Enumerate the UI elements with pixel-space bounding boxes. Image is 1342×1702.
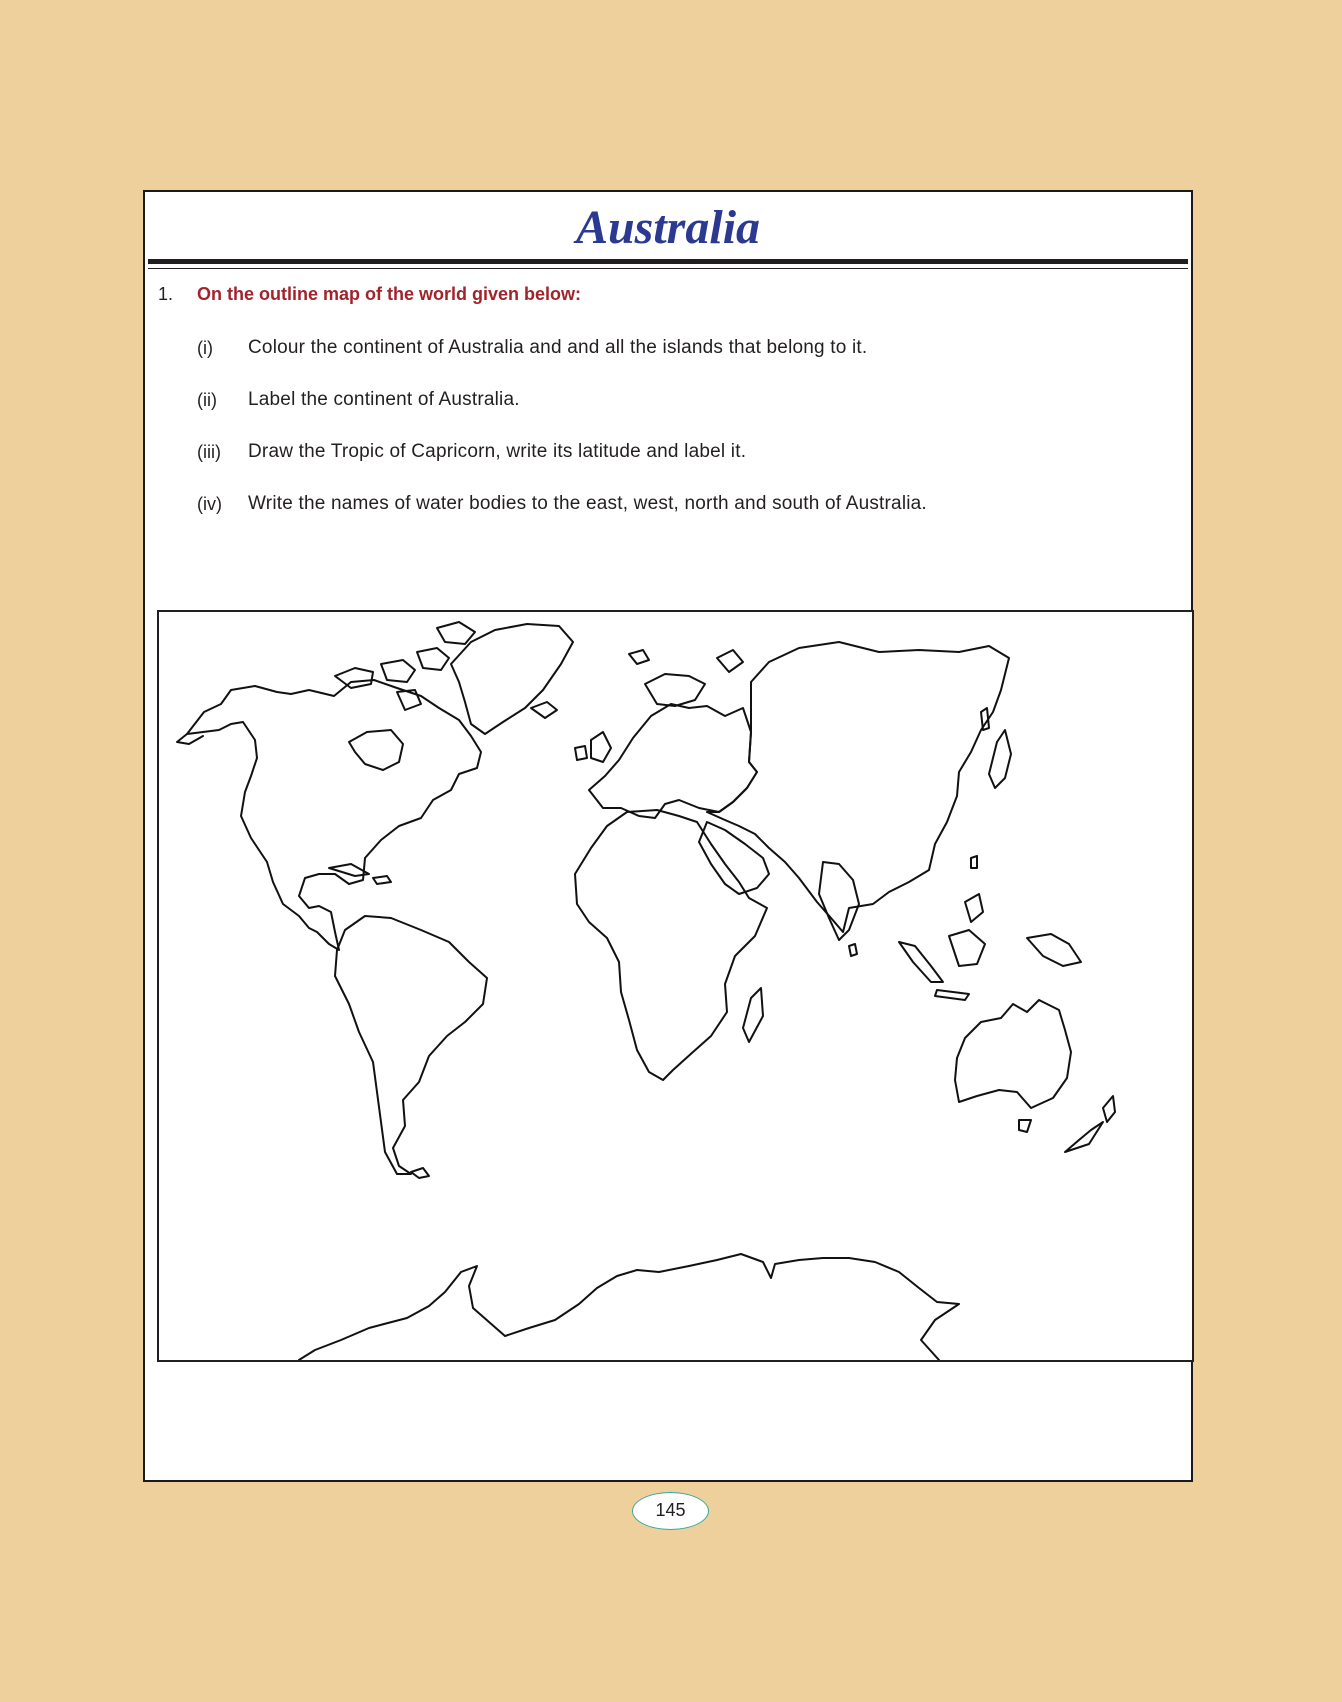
sub-item-number-4: (iv)	[197, 494, 222, 514]
madagascar	[743, 988, 763, 1042]
tasmania	[1019, 1120, 1031, 1132]
japan	[989, 730, 1011, 788]
ireland	[575, 746, 587, 760]
sub-item-number-1: (i)	[197, 338, 213, 358]
iceland	[531, 702, 557, 718]
arctic-island-3	[417, 648, 449, 670]
arctic-island-2	[381, 660, 415, 682]
sri-lanka	[849, 944, 857, 956]
africa-outline	[575, 810, 767, 1080]
south-america-outline	[335, 916, 487, 1174]
antarctica-outline	[299, 1254, 959, 1360]
sub-item-number-2: (ii)	[197, 390, 217, 410]
arabia	[699, 822, 769, 894]
new-zealand-south	[1065, 1122, 1103, 1152]
philippines	[965, 894, 983, 922]
sub-item-text-2: Label the continent of Australia.	[248, 389, 520, 410]
novaya-zemlya	[717, 650, 743, 672]
hispaniola	[373, 876, 391, 884]
sub-item-number-3: (iii)	[197, 442, 221, 462]
alaska-tip	[177, 734, 203, 744]
great-britain	[591, 732, 611, 762]
sub-item-text-1: Colour the continent of Australia and and all the islands that belong to it.	[248, 337, 868, 358]
borneo	[949, 930, 985, 966]
arctic-island-1	[335, 668, 373, 688]
sub-item-text-4: Write the names of water bodies to the east, west, north and south of Australia.	[248, 493, 927, 514]
svalbard	[629, 650, 649, 664]
title-divider-thick	[148, 259, 1188, 264]
new-zealand-north	[1103, 1096, 1115, 1122]
sub-item-text-3: Draw the Tropic of Capricorn, write its latitude and label it.	[248, 441, 747, 462]
scandinavia	[645, 674, 705, 706]
greenland-outline	[451, 624, 573, 734]
sumatra	[899, 942, 943, 982]
page-title: Australia	[575, 201, 761, 254]
arctic-island-5	[437, 622, 475, 644]
europe-outline	[589, 704, 757, 818]
title-divider-thin	[148, 268, 1188, 269]
taiwan	[971, 856, 977, 868]
worksheet-panel	[143, 190, 1193, 1482]
java	[935, 990, 969, 1000]
question-number: 1.	[158, 284, 174, 304]
north-america-outline	[187, 680, 481, 950]
hudson-bay	[349, 730, 403, 770]
world-outline-map	[157, 610, 1194, 1362]
sakhalin	[981, 708, 989, 730]
asia-outline	[707, 642, 1009, 932]
new-guinea	[1027, 934, 1081, 966]
page-number-badge: 145	[632, 1492, 709, 1530]
question-heading: On the outline map of the world given below:	[197, 284, 582, 304]
australia-outline	[955, 1000, 1071, 1108]
tierra-del-fuego	[411, 1168, 429, 1178]
